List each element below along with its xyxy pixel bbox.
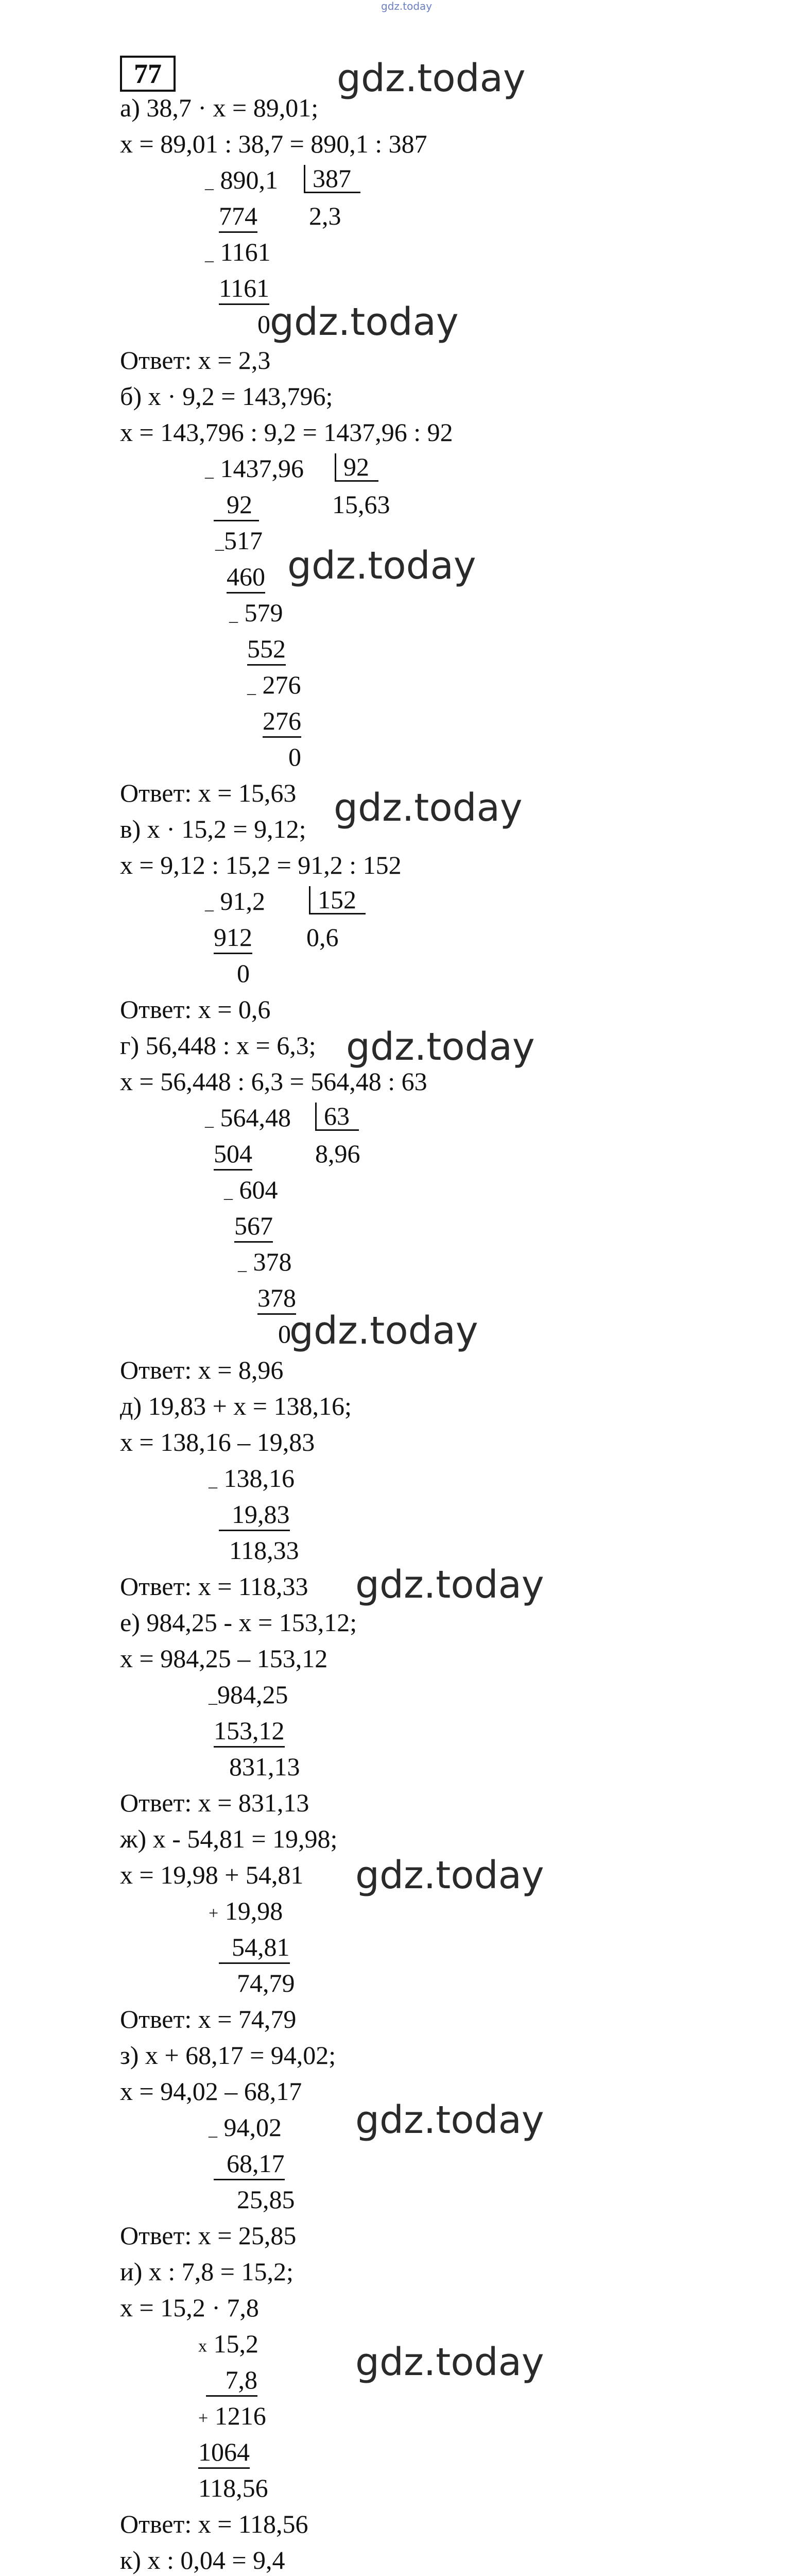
- task-a-answer: Ответ: x = 2,3: [120, 346, 271, 375]
- task-b-quotient: 15,63: [332, 490, 390, 519]
- task-e-equation: е) 984,25 - x = 153,12;: [120, 1608, 357, 1637]
- task-b-dividend: _ 1437,96: [205, 454, 304, 483]
- task-a-dividend: _ 890,1: [205, 165, 278, 194]
- task-v-divisor: 152: [309, 886, 366, 914]
- watermark: gdz.today: [337, 56, 526, 100]
- task-a-equation: а) 38,7 · x = 89,01;: [120, 93, 319, 122]
- task-a-remainder-1: _ 1161: [205, 238, 271, 266]
- task-v-subtrahend-1: 912: [214, 922, 252, 952]
- task-d-equation: д) 19,83 + x = 138,16;: [120, 1392, 352, 1420]
- task-zh-addend-1: + 19,98: [209, 1896, 283, 1925]
- task-v-answer: Ответ: x = 0,6: [120, 995, 271, 1024]
- task-i-factor-1: x 15,2: [198, 2329, 258, 2358]
- task-v-step: x = 9,12 : 15,2 = 91,2 : 152: [120, 851, 402, 879]
- task-g-subtrahend-3: 378: [257, 1283, 296, 1313]
- task-e-subtrahend: 153,12: [214, 1716, 285, 1745]
- watermark: gdz.today: [270, 300, 459, 344]
- task-g-equation: г) 56,448 : x = 6,3;: [120, 1031, 316, 1060]
- task-b-equation: б) x · 9,2 = 143,796;: [120, 382, 333, 411]
- task-e-minuend: _984,25: [209, 1680, 288, 1709]
- watermark: gdz.today: [355, 2098, 544, 2142]
- task-v-equation: в) x · 15,2 = 9,12;: [120, 815, 306, 843]
- task-zh-step: x = 19,98 + 54,81: [120, 1860, 304, 1889]
- exercise-number: 77: [120, 56, 176, 92]
- task-g-remainder-2: _ 378: [238, 1247, 292, 1276]
- task-g-subtrahend-1: 504: [214, 1139, 252, 1168]
- task-g-divisor: 63: [315, 1103, 359, 1131]
- task-g-answer: Ответ: x = 8,96: [120, 1355, 284, 1384]
- task-z-result: 25,85: [237, 2185, 295, 2214]
- top-watermark: gdz.today: [381, 0, 433, 12]
- task-z-equation: з) x + 68,17 = 94,02;: [120, 2041, 336, 2070]
- task-b-step: x = 143,796 : 9,2 = 1437,96 : 92: [120, 418, 453, 447]
- watermark: gdz.today: [346, 1025, 535, 1069]
- task-b-answer: Ответ: x = 15,63: [120, 778, 297, 807]
- task-g-remainder-1: _ 604: [224, 1175, 278, 1204]
- watermark: gdz.today: [287, 544, 476, 588]
- watermark: gdz.today: [289, 1309, 478, 1353]
- task-b-remainder-4: 0: [288, 742, 301, 771]
- task-v-dividend: _ 91,2: [205, 887, 265, 916]
- task-e-result: 831,13: [229, 1752, 300, 1781]
- task-z-answer: Ответ: x = 25,85: [120, 2221, 297, 2250]
- task-z-subtrahend: 68,17: [214, 2148, 285, 2178]
- task-v-remainder-1: 0: [237, 959, 250, 988]
- task-b-divisor: 92: [335, 453, 378, 482]
- task-a-remainder-2: 0: [257, 310, 270, 338]
- task-b-remainder-1: _517: [215, 526, 263, 555]
- task-zh-result: 74,79: [237, 1969, 295, 1997]
- task-b-remainder-3: _ 276: [247, 670, 301, 699]
- task-d-answer: Ответ: x = 118,33: [120, 1572, 308, 1601]
- task-a-subtrahend-2: 1161: [219, 273, 269, 303]
- watermark: gdz.today: [355, 1853, 544, 1897]
- task-g-quotient: 8,96: [315, 1139, 360, 1168]
- task-zh-addend-2: 54,81: [219, 1932, 290, 1962]
- task-b-subtrahend-3: 552: [247, 634, 286, 664]
- task-g-subtrahend-2: 567: [234, 1211, 273, 1241]
- task-a-step: x = 89,01 : 38,7 = 890,1 : 387: [120, 129, 427, 158]
- task-i-factor-2: 7,8: [206, 2365, 257, 2395]
- task-d-step: x = 138,16 – 19,83: [120, 1428, 315, 1456]
- task-v-quotient: 0,6: [306, 923, 339, 952]
- task-d-minuend: _ 138,16: [209, 1464, 295, 1493]
- task-i-result: 118,56: [198, 2473, 268, 2502]
- task-a-quotient: 2,3: [309, 201, 341, 230]
- task-z-minuend: _ 94,02: [209, 2113, 282, 2142]
- task-z-step: x = 94,02 – 68,17: [120, 2077, 302, 2106]
- task-g-dividend: _ 564,48: [205, 1103, 291, 1132]
- task-i-partial-2: 1064: [198, 2437, 269, 2467]
- task-d-subtrahend: 19,83: [219, 1499, 290, 1529]
- task-a-divisor: 387: [304, 165, 360, 193]
- task-g-step: x = 56,448 : 6,3 = 564,48 : 63: [120, 1067, 427, 1096]
- task-i-partial-1: + 1216: [198, 2401, 266, 2430]
- task-zh-equation: ж) x - 54,81 = 19,98;: [120, 1824, 338, 1853]
- watermark: gdz.today: [355, 1563, 544, 1607]
- task-i-equation: и) x : 7,8 = 15,2;: [120, 2257, 293, 2286]
- task-b-subtrahend-4: 276: [263, 706, 301, 736]
- task-e-step: x = 984,25 – 153,12: [120, 1644, 328, 1673]
- task-a-subtrahend-1: 774: [219, 201, 257, 231]
- task-e-answer: Ответ: x = 831,13: [120, 1788, 309, 1817]
- task-d-result: 118,33: [229, 1536, 299, 1565]
- task-b-subtrahend-2: 460: [227, 562, 265, 591]
- task-zh-answer: Ответ: x = 74,79: [120, 2005, 297, 2033]
- task-i-answer: Ответ: x = 118,56: [120, 2510, 308, 2538]
- task-i-step: x = 15,2 · 7,8: [120, 2293, 259, 2322]
- task-b-remainder-2: _ 579: [229, 598, 283, 627]
- task-g-remainder-3: 0: [278, 1319, 291, 1348]
- task-b-subtrahend-1: 92: [214, 489, 259, 519]
- watermark: gdz.today: [355, 2340, 544, 2384]
- task-k-equation: к) x : 0,04 = 9,4: [120, 2546, 285, 2574]
- watermark: gdz.today: [334, 786, 523, 830]
